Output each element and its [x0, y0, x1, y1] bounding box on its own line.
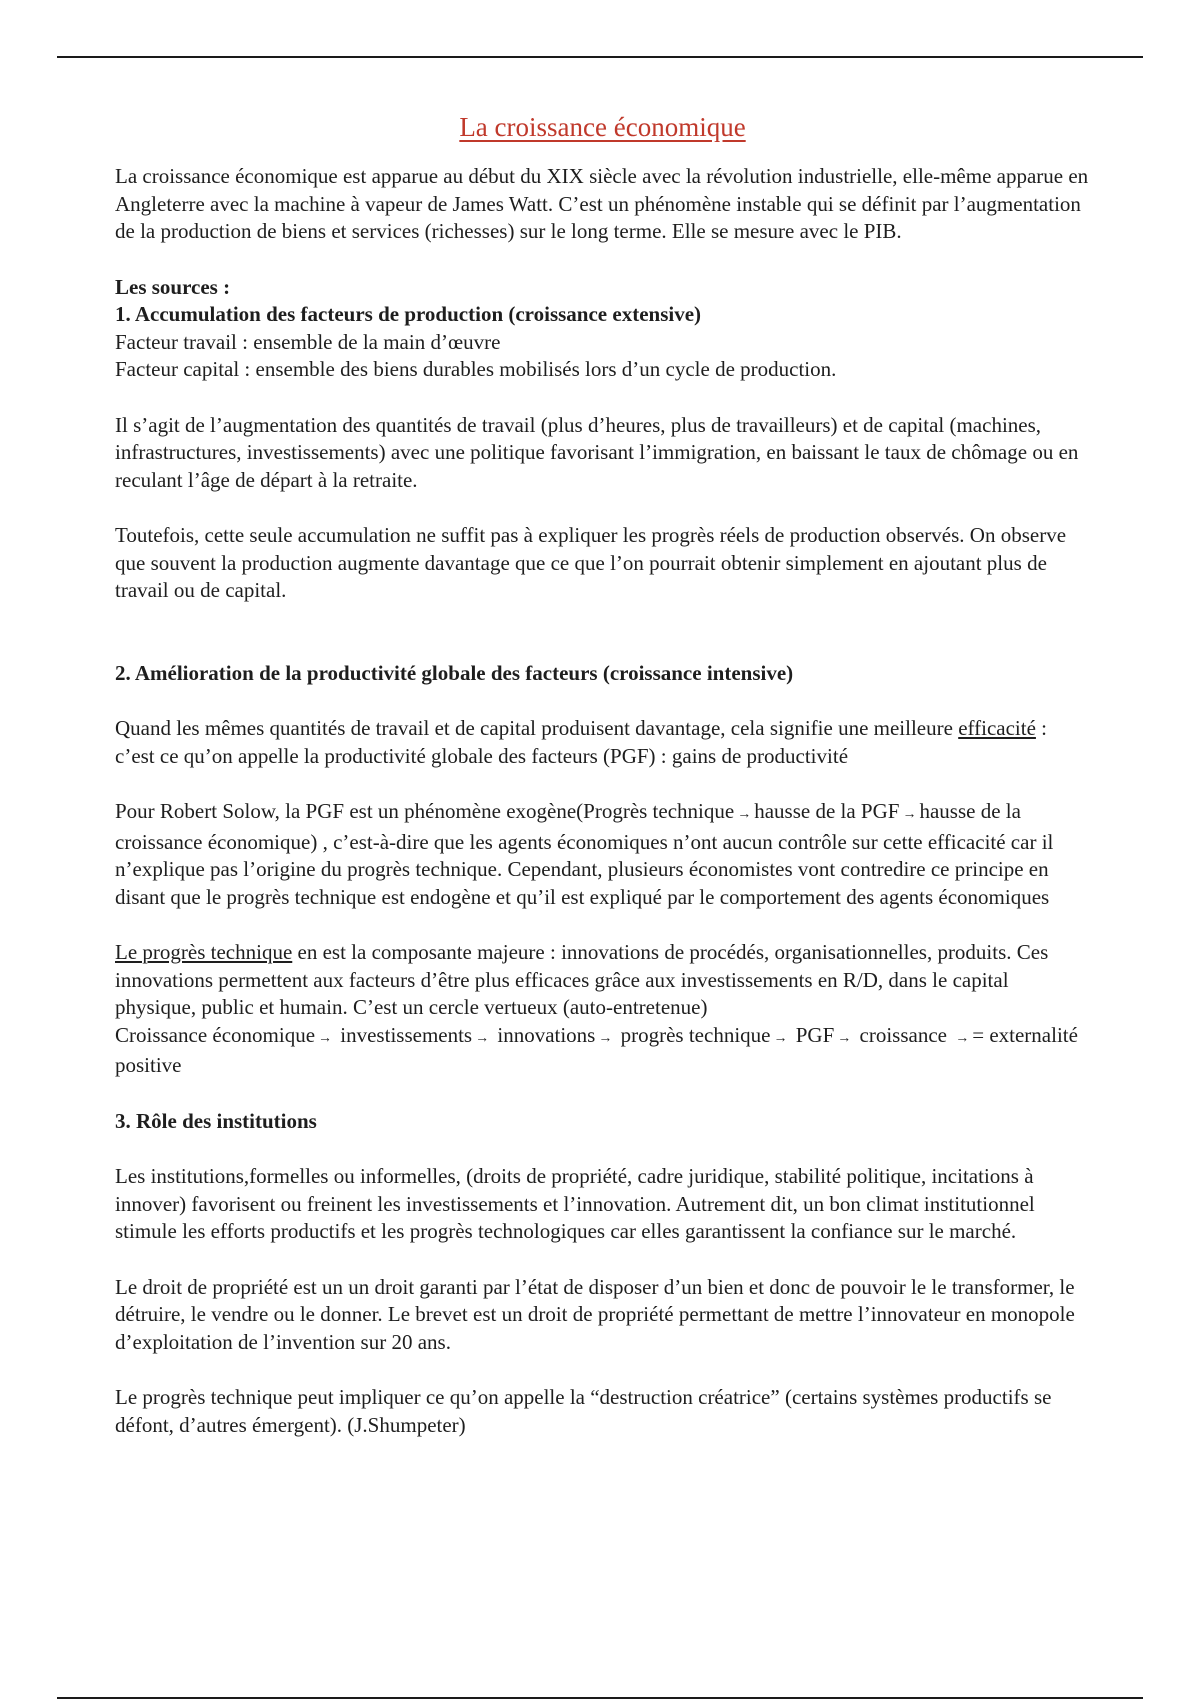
arrow-icon: →: [955, 1030, 970, 1046]
header-rule: [57, 56, 1143, 58]
section-2-paragraph-2: Pour Robert Solow, la PGF est un phénomène exogène(Progrès technique → hausse de la PGF → hausse de la croissance économique) , c’est-à-dire que les agents économiques n’ont aucun contrôle sur cette efficacité car il n’explique pas l’origine du progrès technique. Cependant, plusieurs économistes vont contredire ce principe en disant que le progrès technique est endogène et qu’il est expliqué par le comportement des agents économiques: [115, 799, 1054, 909]
arrow-icon: →: [737, 807, 752, 822]
arrow-icon: →: [902, 807, 917, 822]
section-1-paragraph-1: Il s’agit de l’augmentation des quantités de travail (plus d’heures, plus de travailleurs) et de capital (machines, infrastructures, investissements) avec une politique favorisant l’immigration, en baissant le taux de chômage ou en reculant l’âge de départ à la retraite.: [115, 412, 1079, 492]
arrow-icon: →: [837, 1030, 852, 1046]
document-title: La croissance économique: [459, 112, 746, 142]
section-3-paragraph-2: Le droit de propriété est un un droit garanti par l’état de disposer d’un bien et donc de pouvoir le le transformer, le détruire, le vendre ou le donner. Le brevet est un droit de propriété permettant de mettre l’innovateur en monopole d’exploitation de l’invention sur 20 ans.: [115, 1274, 1075, 1354]
arrow-icon: →: [598, 1030, 613, 1046]
labor-factor-line: Facteur travail : ensemble de la main d’œuvre: [115, 329, 501, 354]
section-3-heading: 3. Rôle des institutions: [115, 1108, 317, 1133]
growth-chain: Croissance économique → investissements → innovations → progrès technique → PGF → croissance → = externalité positive: [115, 1022, 1078, 1077]
document-page: [115, 112, 1090, 1439]
section-3-paragraph-3: Le progrès technique peut impliquer ce qu’on appelle la “destruction créatrice” (certains systèmes productifs se défont, d’autres émergent). (J.Shumpeter): [115, 1385, 1052, 1437]
section-1-heading: 1. Accumulation des facteurs de production (croissance extensive): [115, 302, 702, 326]
section-2-paragraph-3: Le progrès technique en est la composante majeure : innovations de procédés, organisationnelles, produits. Ces innovations permettent aux facteurs d’être plus efficaces grâce aux investissements en R/D, dans le capital physique, public et humain. C’est un cercle vertueux (auto-entretenue): [115, 940, 1049, 1019]
footer-rule: [57, 1697, 1143, 1699]
arrow-icon: →: [318, 1030, 333, 1046]
section-2-paragraph-1: Quand les mêmes quantités de travail et de capital produisent davantage, cela signifie une meilleure efficacité : c’est ce qu’on appelle la productivité globale des facteurs (PGF) : gains de productivité: [115, 716, 1048, 768]
progres-technique-term: Le progrès technique: [115, 940, 293, 964]
efficacite-term: efficacité: [958, 716, 1036, 740]
sources-heading: Les sources :: [115, 274, 231, 299]
capital-factor-line: Facteur capital : ensemble des biens durables mobilisés lors d’un cycle de production.: [115, 357, 837, 381]
arrow-icon: →: [773, 1030, 788, 1046]
section-3-paragraph-1: Les institutions,formelles ou informelles, (droits de propriété, cadre juridique, stabilité politique, incitations à innover) favorisent ou freinent les investissements et l’innovation. Autrement dit, un bon climat institutionnel stimule les efforts productifs et les progrès technologiques car elles garantissent la confiance sur le marché.: [115, 1164, 1035, 1243]
intro-paragraph: La croissance économique est apparue au début du XIX siècle avec la révolution industrielle, elle-même apparue en Angleterre avec la machine à vapeur de James Watt. C’est un phénomène instable qui se définit par l’augmentation de la production de biens et services (richesses) sur le long terme. Elle se mesure avec le PIB.: [115, 164, 1089, 243]
section-1-paragraph-2: Toutefois, cette seule accumulation ne suffit pas à expliquer les progrès réels de production observés. On observe que souvent la production augmente davantage que ce que l’on pourrait obtenir simplement en ajoutant plus de travail ou de capital.: [115, 523, 1067, 602]
section-2-heading: 2. Amélioration de la productivité globale des facteurs (croissance intensive): [115, 660, 794, 685]
arrow-icon: →: [475, 1030, 490, 1046]
